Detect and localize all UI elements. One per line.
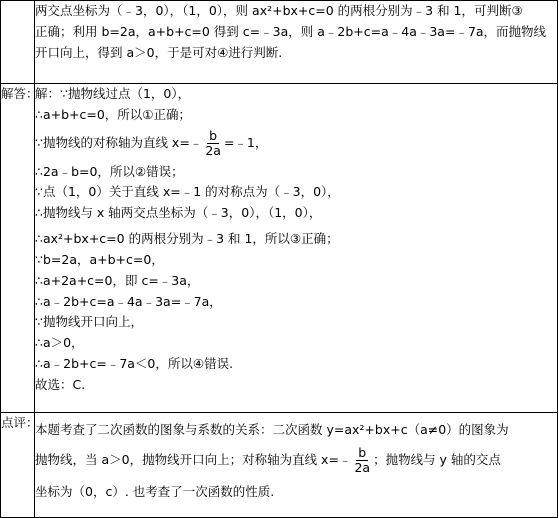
comment-line-2-post: ；抛物线与 y 轴的交点 (373, 451, 501, 467)
answer-line-3-post: =﹣1， (223, 135, 268, 151)
comment-row (1, 413, 558, 518)
analysis-label-cell (1, 1, 35, 84)
comment-label: 点评： (1, 413, 35, 518)
answer-line-10: ∴a﹣2b+c=a﹣4a﹣3a=﹣7a， (35, 293, 222, 309)
answer-line-3-pre: ∵抛物线的对称轴为直线 x=﹣ (35, 135, 203, 151)
analysis-line-1: 两交点坐标为（﹣3，0），（1，0），则 ax²+bx+c=0 的两根分别为﹣3 和 1，可判断③ (35, 3, 523, 18)
answer-line-3 (35, 126, 557, 162)
comment-line-3: 坐标为（0，c）. 也考查了一次函数的性质. (35, 484, 275, 499)
answer-row (1, 84, 558, 413)
answer-line-4: ∴2a﹣b=0，所以②错误； (35, 163, 184, 179)
analysis-row (1, 1, 558, 84)
comment-content (35, 413, 558, 518)
fraction-denominator: 2a (205, 143, 221, 159)
analysis-content (35, 1, 558, 84)
answer-line-14: 故选：C. (35, 376, 86, 392)
analysis-line-3: 开口向上，得到 a＞0，于是可对④进行判断. (35, 44, 283, 60)
answer-line-8: ∵b=2a，a+b+c=0， (35, 251, 164, 267)
answer-line-12: ∴a＞0， (35, 335, 84, 351)
comment-fraction-denominator: 2a (354, 459, 371, 475)
analysis-line-2: 正确；利用 b=2a，a+b+c=0 得到 c=﹣3a，则 a﹣2b+c=a﹣4a﹣3a=﹣7a，而抛物线 (35, 23, 547, 39)
answer-content (35, 84, 558, 413)
answer-line-11: ∵抛物线开口向上， (35, 314, 143, 330)
comment-fraction-b-over-2a (352, 446, 372, 475)
answer-line-6: ∴抛物线与 x 轴两交点坐标为（﹣3，0），（1，0）， (35, 205, 322, 221)
comment-line-2 (35, 443, 557, 477)
comment-line-1: 本题考查了二次函数的图象与系数的关系：二次函数 y=ax²+bx+c（a≠0）的图象为 (35, 422, 509, 437)
answer-line-7: ∴ax²+bx+c=0 的两根分别为﹣3 和 1，所以③正确； (35, 230, 339, 246)
answer-line-2: ∴a+b+c=0，所以①正确； (35, 106, 192, 122)
fraction-b-over-2a (203, 129, 223, 158)
comment-fraction-numerator: b (358, 444, 367, 460)
answer-line-9: ∴a+2a+c=0，即 c=﹣3a， (35, 272, 200, 288)
comment-line-2-pre: 抛物线，当 a＞0，抛物线开口向上；对称轴为直线 x=﹣ (35, 451, 352, 467)
answer-line-13: ∴a﹣2b+c=﹣7a＜0，所以④错误. (35, 355, 234, 371)
fraction-numerator: b (209, 128, 218, 144)
answer-line-5: ∵点（1，0）关于直线 x=﹣1 的对称点为（﹣3，0）， (35, 184, 340, 200)
answer-line-1: 解：∵抛物线过点（1，0）， (35, 86, 191, 101)
answer-label: 解答： (1, 84, 35, 413)
